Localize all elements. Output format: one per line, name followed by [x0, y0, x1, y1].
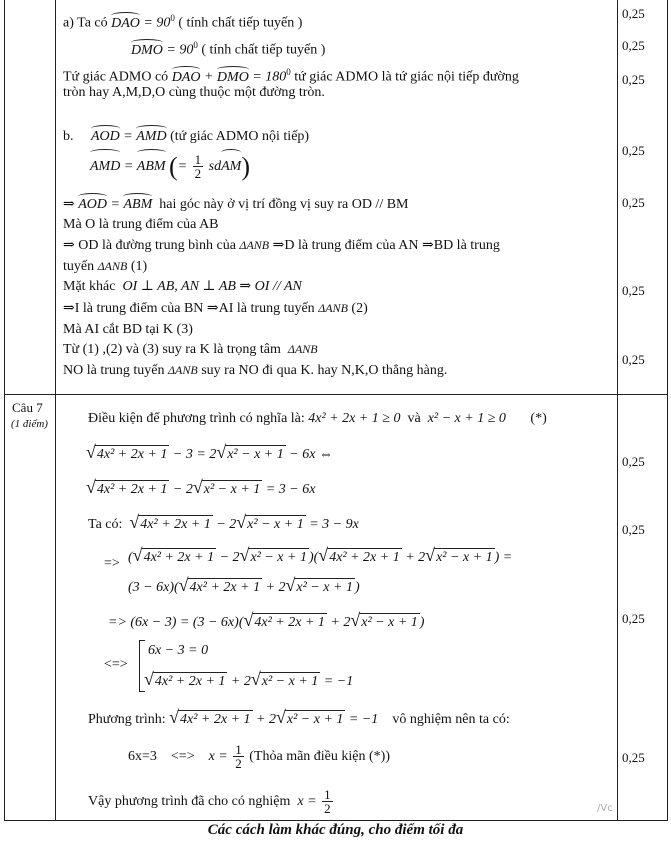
- watermark: /Vc: [597, 803, 613, 814]
- part-b-line-4: Mà O là trung điểm của AB: [63, 217, 219, 232]
- cau7-solution: 6x=3 <=> x = $\frac{1}{2}$ (Thỏa mãn điều kiện (*)): [128, 742, 390, 772]
- part-a-line-1: a) Ta có DAO = $90^0$ ( tính chất tiếp tuyến ): [63, 13, 303, 31]
- part-b-line-6: tuyến ΔANB (1): [63, 259, 148, 274]
- part-b-line-3: ⇒ AOD = ABM hai góc này ở vị trí đồng vị suy ra OD // BM: [63, 197, 409, 212]
- part-b-line-8: ⇒I là trung điểm của BN ⇒AI là trung tuyến ΔANB (2): [63, 301, 368, 316]
- part-a-line-3: Tứ giác ADMO có DAO + DMO = $180^0$ tứ giác ADMO là tứ giác nội tiếp đường: [63, 67, 519, 85]
- part-b-line-5: ⇒ OD là đường trung bình của ΔANB ⇒D là trung điểm của AN ⇒BD là trung: [63, 238, 500, 253]
- score-cell: 0,25: [622, 611, 645, 626]
- column-divider-right: [617, 0, 618, 820]
- question-label: Câu 7: [12, 400, 43, 415]
- score-cell: 0,25: [622, 72, 645, 87]
- cau7-no-solution: Phương trình: √4x² + 2x + 1 + 2√x² − x + 1 = −1 vô nghiệm nên ta có:: [88, 707, 510, 727]
- part-b-line-7: Mặt khác OI ⊥ AB, AN ⊥ AB ⇒ OI // AN: [63, 279, 302, 294]
- part-b-line-10: Từ (1) ,(2) và (3) suy ra K là trọng tâm ΔANB: [63, 342, 318, 357]
- cau7-equation-2: √4x² + 2x + 1 − 2√x² − x + 1 = 3 − 6x: [86, 477, 316, 497]
- part-b-line-2: AMD = ABM (= $\frac{1}{2}$ sdAM): [90, 151, 251, 182]
- part-a-line-4: tròn hay A,M,D,O cùng thuộc một đường tròn.: [63, 85, 325, 100]
- score-cell: 0,25: [622, 143, 645, 158]
- part-b-line-11: NO là trung tuyến ΔANB suy ra NO đi qua K. hay N,K,O thẳng hàng.: [63, 363, 448, 378]
- part-b-line-9: Mà AI cắt BD tại K (3): [63, 322, 193, 337]
- cau7-condition: Điều kiện để phương trình có nghĩa là: 4x² + 2x + 1 ≥ 0 và x² − x + 1 ≥ 0 (*): [88, 411, 547, 426]
- score-cell: 0,25: [622, 750, 645, 765]
- footer-note: Các cách làm khác đúng, cho điểm tối đa: [207, 822, 464, 838]
- cau7-system-eq-1: 6x − 3 = 0: [148, 643, 209, 658]
- cau7-system-eq-2: √4x² + 2x + 1 + 2√x² − x + 1 = −1: [144, 669, 354, 689]
- score-cell: 0,25: [622, 195, 645, 210]
- row-divider: [4, 394, 668, 395]
- cau7-equation-5: (3 − 6x)(√4x² + 2x + 1 + 2√x² − x + 1 ): [128, 575, 360, 595]
- cau7-equation-6: => (6x − 3) = (3 − 6x)(√4x² + 2x + 1 + 2√x² − x + 1 ): [108, 610, 425, 630]
- score-cell: 0,25: [622, 454, 645, 469]
- cau7-conclusion: Vậy phương trình đã cho có nghiệm x = $\frac{1}{2}$: [88, 787, 331, 817]
- fraction-answer: $\frac{1}{2}$: [324, 787, 331, 817]
- score-cell: 0,25: [622, 352, 645, 367]
- cau7-equation-4: (√4x² + 2x + 1 − 2√x² − x + 1 )(√4x² + 2x + 1 + 2√x² − x + 1 ) =: [128, 545, 513, 565]
- question-points: (1 điểm): [11, 418, 48, 430]
- score-cell: 0,25: [622, 283, 645, 298]
- part-b-line-1: b. AOD = AMD (tứ giác ADMO nội tiếp): [63, 129, 310, 144]
- table-bottom-border: [4, 820, 668, 821]
- score-cell: 0,25: [622, 6, 645, 21]
- fraction-half: $\frac{1}{2}$: [194, 152, 202, 182]
- fraction-solution: $\frac{1}{2}$: [235, 742, 242, 772]
- cau7-equation-3: Ta có: √4x² + 2x + 1 − 2√x² − x + 1 = 3 − 9x: [88, 512, 359, 532]
- part-a-line-2: DMO = $90^0$ ( tính chất tiếp tuyến ): [131, 40, 326, 58]
- column-divider-left: [55, 0, 56, 820]
- cau7-equation-1: √4x² + 2x + 1 − 3 = 2√x² − x + 1 − 6x ⇔: [86, 442, 333, 462]
- score-cell: 0,25: [622, 522, 645, 537]
- cau7-implies: =>: [104, 556, 120, 571]
- cau7-iff: <=>: [104, 657, 128, 672]
- score-cell: 0,25: [622, 38, 645, 53]
